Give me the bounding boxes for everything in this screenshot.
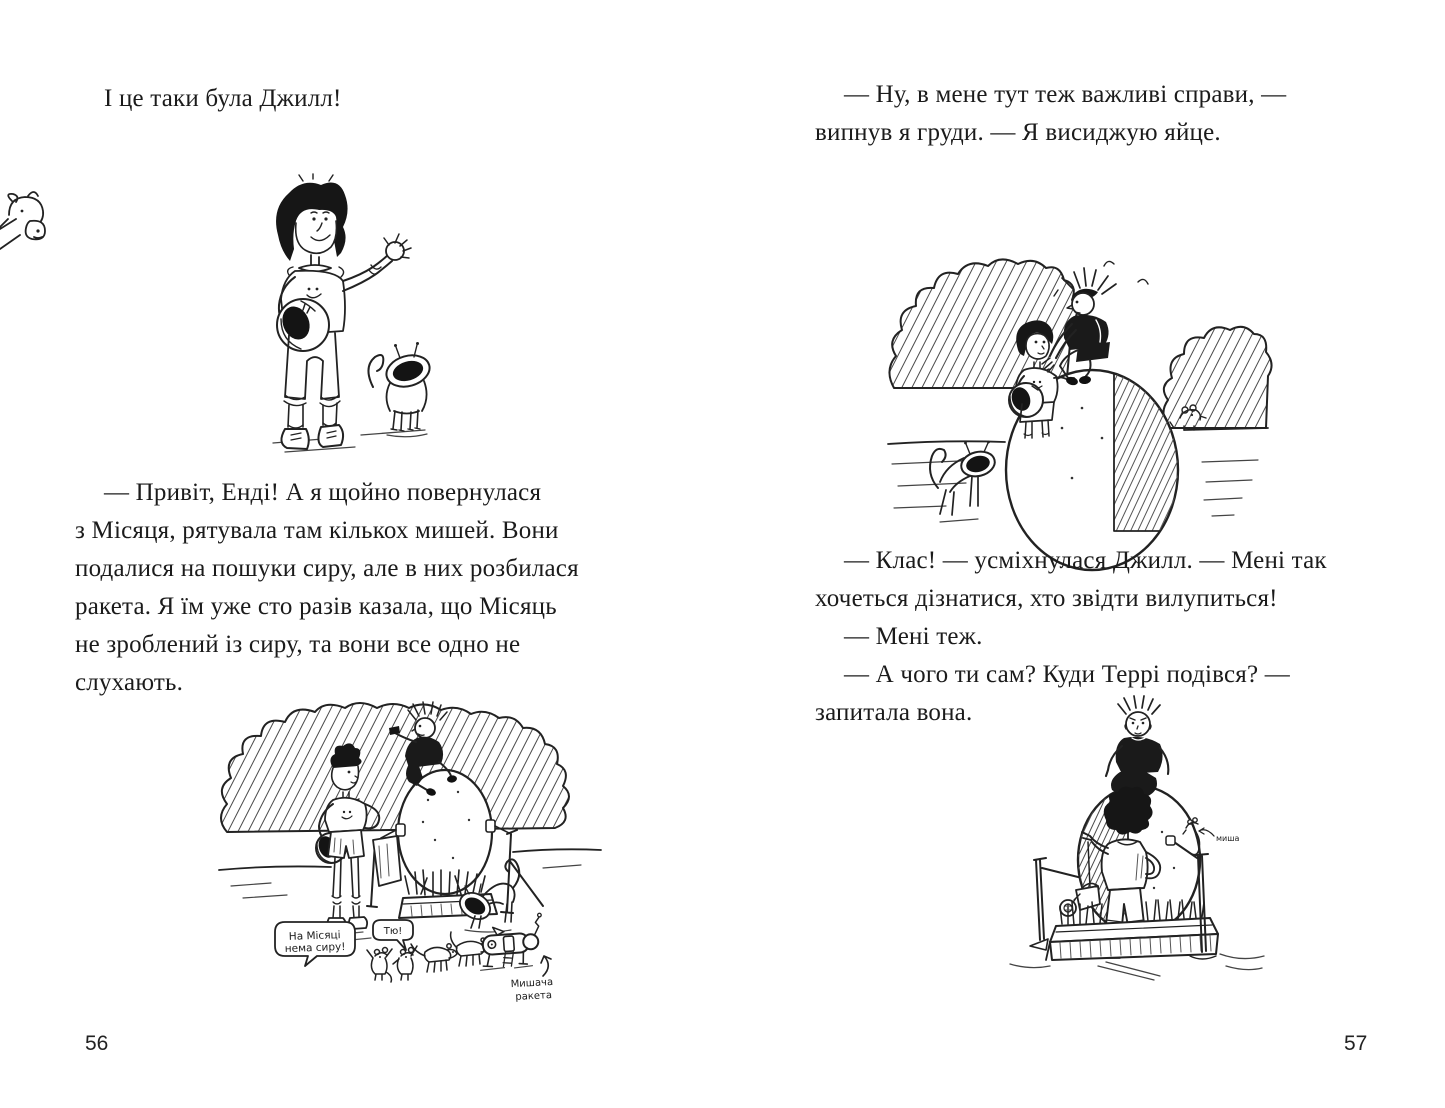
- fence-left: [367, 836, 401, 907]
- egg-latch: [1166, 836, 1175, 845]
- text-line: — А чого ти сам? Куди Террі подівся? —: [844, 661, 1290, 688]
- text-line: з Місяця, рятувала там кількох мишей. Вони: [75, 517, 559, 544]
- text-line: не зроблений із сиру, та вони все одно не: [75, 631, 521, 658]
- bubble-text-line: На Місяці: [288, 929, 341, 943]
- illustration-egg-nest-box: [1002, 692, 1284, 990]
- egg-latch: [486, 820, 495, 832]
- text-line: ракета. Я їм уже сто разів казала, що Місяць: [75, 593, 557, 620]
- bubble-text: Тю!: [383, 926, 403, 937]
- text-line: слухають.: [75, 669, 184, 696]
- rocket-label: [510, 956, 553, 1003]
- rocket-label-line: Мишача: [510, 976, 554, 991]
- ground-lines: [1010, 954, 1264, 980]
- text-line: — Мені теж.: [844, 623, 983, 650]
- jill-shorts: [328, 830, 364, 858]
- text-line: подалися на пошуки сиру, але в них розбилася: [75, 555, 579, 582]
- text-line: — Привіт, Енді! А я щойно повернулася: [104, 479, 542, 506]
- label-arrow: [541, 956, 551, 976]
- text-line: — Клас! — усміхнулася Джилл. — Мені так: [844, 547, 1327, 574]
- bush: [221, 703, 569, 832]
- label-arrow: [1199, 828, 1214, 836]
- page-56: [0, 0, 722, 1108]
- space-cat: [368, 342, 433, 437]
- page-57: [723, 0, 1445, 1108]
- jill-figure: [276, 174, 411, 449]
- egg-latch: [396, 824, 405, 836]
- opening-line: І це таки була Джилл!: [104, 85, 342, 112]
- cow-ear: [8, 194, 17, 202]
- opening-line-block: [75, 80, 342, 118]
- text-line: — Ну, в мене тут теж важливі справи, —: [844, 81, 1287, 108]
- cow-sketch-page-edge: [0, 185, 54, 267]
- paragraph-andy-reply: [815, 76, 1286, 152]
- jill-waving-arm: [343, 253, 392, 291]
- illustration-egg-meadow-mice: [213, 700, 608, 1010]
- text-line: випнув я груди. — Я висиджую яйце.: [815, 119, 1221, 146]
- illustration-kids-at-egg: [886, 238, 1270, 528]
- text-line: запитала вона.: [815, 699, 973, 726]
- text-line: хочеться дізнатися, хто звідти вилупиться!: [815, 585, 1278, 612]
- rocket-label-line: ракета: [515, 990, 553, 1003]
- cow-horn: [28, 192, 38, 196]
- speech-bubble-tyu: [373, 920, 413, 950]
- giant-egg: [398, 770, 492, 894]
- nest-box: [1046, 918, 1218, 960]
- speech-bubble-cheese: [275, 922, 355, 966]
- page-number-right: 57: [1344, 1032, 1368, 1055]
- mouse-label: [1199, 828, 1240, 843]
- page-number-left: 56: [85, 1032, 109, 1055]
- mouse-label-text: миша: [1216, 834, 1240, 843]
- andy-shirt: [1116, 737, 1163, 774]
- bubble-text-line: нема сиру!: [284, 940, 346, 956]
- paragraph-jill-dialogue: [75, 474, 579, 702]
- jill-shirt-back: [1102, 839, 1148, 890]
- space-cat: [930, 441, 997, 522]
- bush: [1163, 327, 1271, 428]
- jill-boot: [318, 425, 343, 447]
- illustration-jill-and-space-cat: [243, 173, 460, 465]
